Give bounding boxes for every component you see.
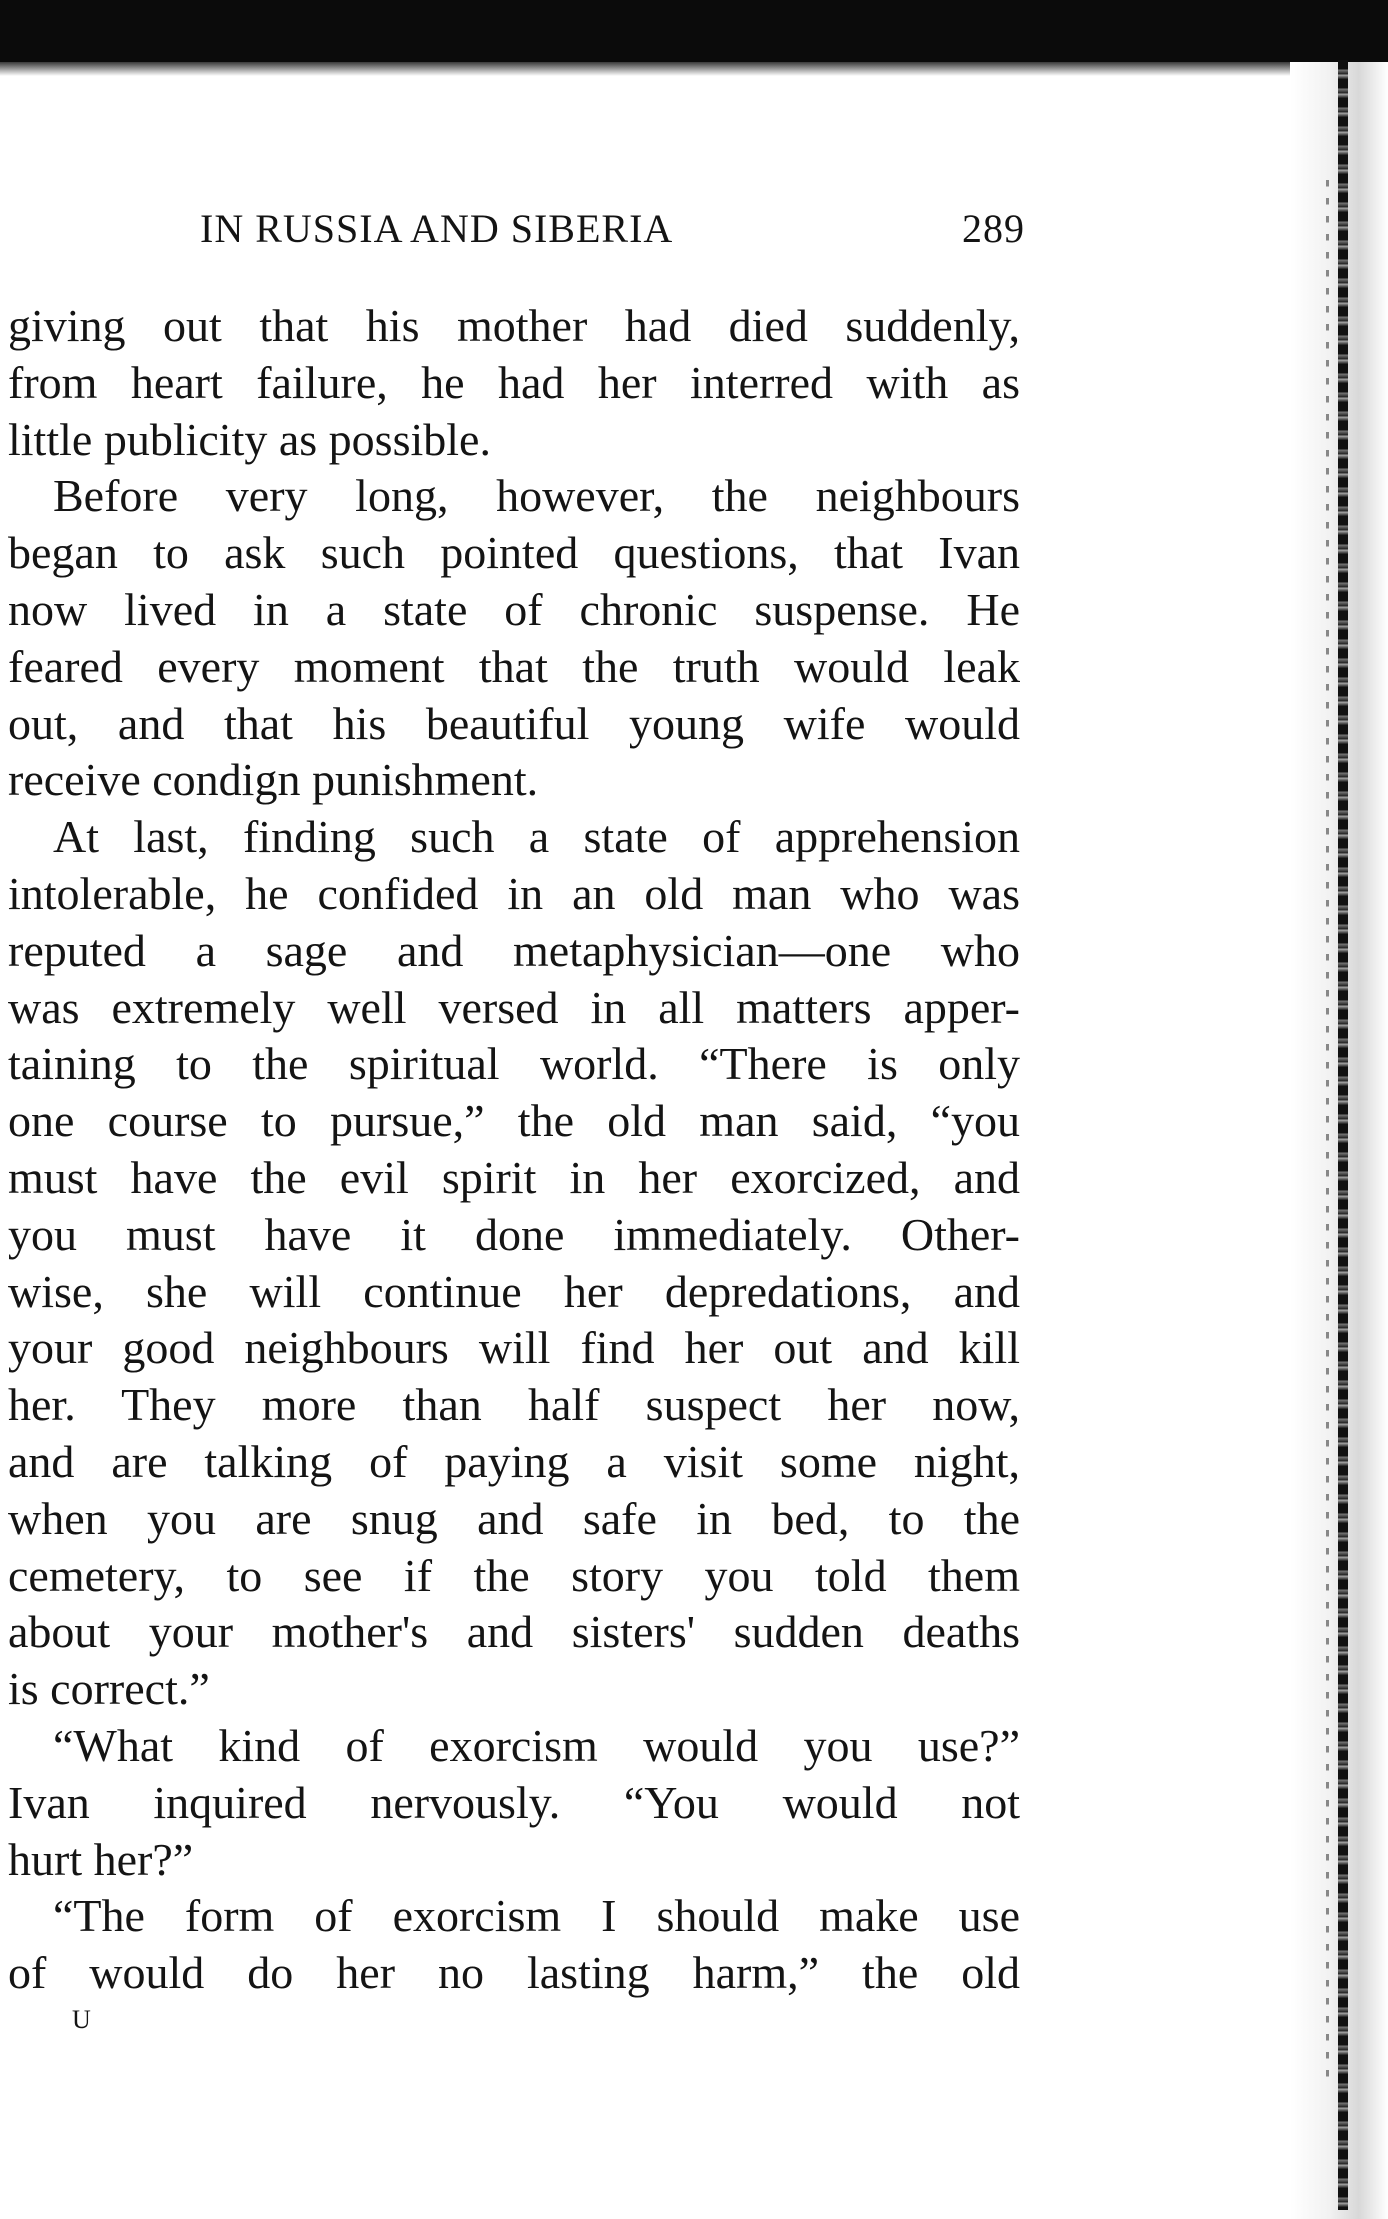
text-line: At last, finding such a state of apprehension [53, 811, 1020, 863]
text-line: “The form of exorcism I should make use [53, 1890, 1020, 1942]
text-line: is correct.” [8, 1663, 210, 1715]
text-line: hurt her?” [8, 1833, 194, 1885]
text-line: of would do her no lasting harm,” the old [8, 1947, 1020, 1999]
running-header [200, 205, 1025, 255]
text-line: began to ask such pointed questions, that Ivan [8, 527, 1020, 579]
text-line: now lived in a state of chronic suspense. He [8, 583, 1020, 635]
page-number: 289 [962, 206, 1025, 251]
text-line: about your mother's and sisters' sudden deaths [8, 1606, 1020, 1658]
text-line: “What kind of exorcism would you use?” [53, 1719, 1020, 1771]
scan-top-border [0, 0, 1388, 62]
text-line: out, and that his beautiful young wife would [8, 697, 1020, 749]
text-line: was extremely well versed in all matters apper- [8, 981, 1020, 1033]
text-line: you must have it done immediately. Other- [8, 1208, 1020, 1260]
text-line: Ivan inquired nervously. “You would not [8, 1776, 1020, 1828]
body-text [8, 298, 1020, 2002]
text-line: receive condign punishment. [8, 754, 539, 806]
text-line: intolerable, he confided in an old man who was [8, 867, 1020, 919]
text-line: from heart failure, he had her interred with as [8, 356, 1020, 408]
page-edge-thin [1326, 180, 1329, 2080]
page-edge [1338, 60, 1348, 2210]
scan-top-edge [0, 62, 1388, 76]
text-line: giving out that his mother had died suddenly, [8, 300, 1020, 351]
text-line: when you are snug and safe in bed, to the [8, 1492, 1020, 1544]
text-line: her. They more than half suspect her now, [8, 1379, 1020, 1431]
text-line: one course to pursue,” the old man said, “you [8, 1095, 1020, 1147]
text-line: must have the evil spirit in her exorcized, and [8, 1151, 1020, 1203]
text-line: cemetery, to see if the story you told them [8, 1549, 1020, 1601]
running-title: IN RUSSIA AND SIBERIA [200, 206, 674, 251]
text-line: Before very long, however, the neighbours [53, 470, 1020, 522]
text-line: and are talking of paying a visit some night, [8, 1435, 1020, 1487]
text-line: taining to the spiritual world. “There is only [8, 1038, 1020, 1090]
text-line: feared every moment that the truth would leak [8, 640, 1020, 692]
text-line: your good neighbours will find her out and kill [8, 1322, 1020, 1374]
text-line: reputed a sage and metaphysician—one who [8, 924, 1020, 976]
text-line: little publicity as possible. [8, 413, 491, 465]
text-line: wise, she will continue her depredations, and [8, 1265, 1020, 1317]
signature-mark: U [72, 2005, 92, 2034]
